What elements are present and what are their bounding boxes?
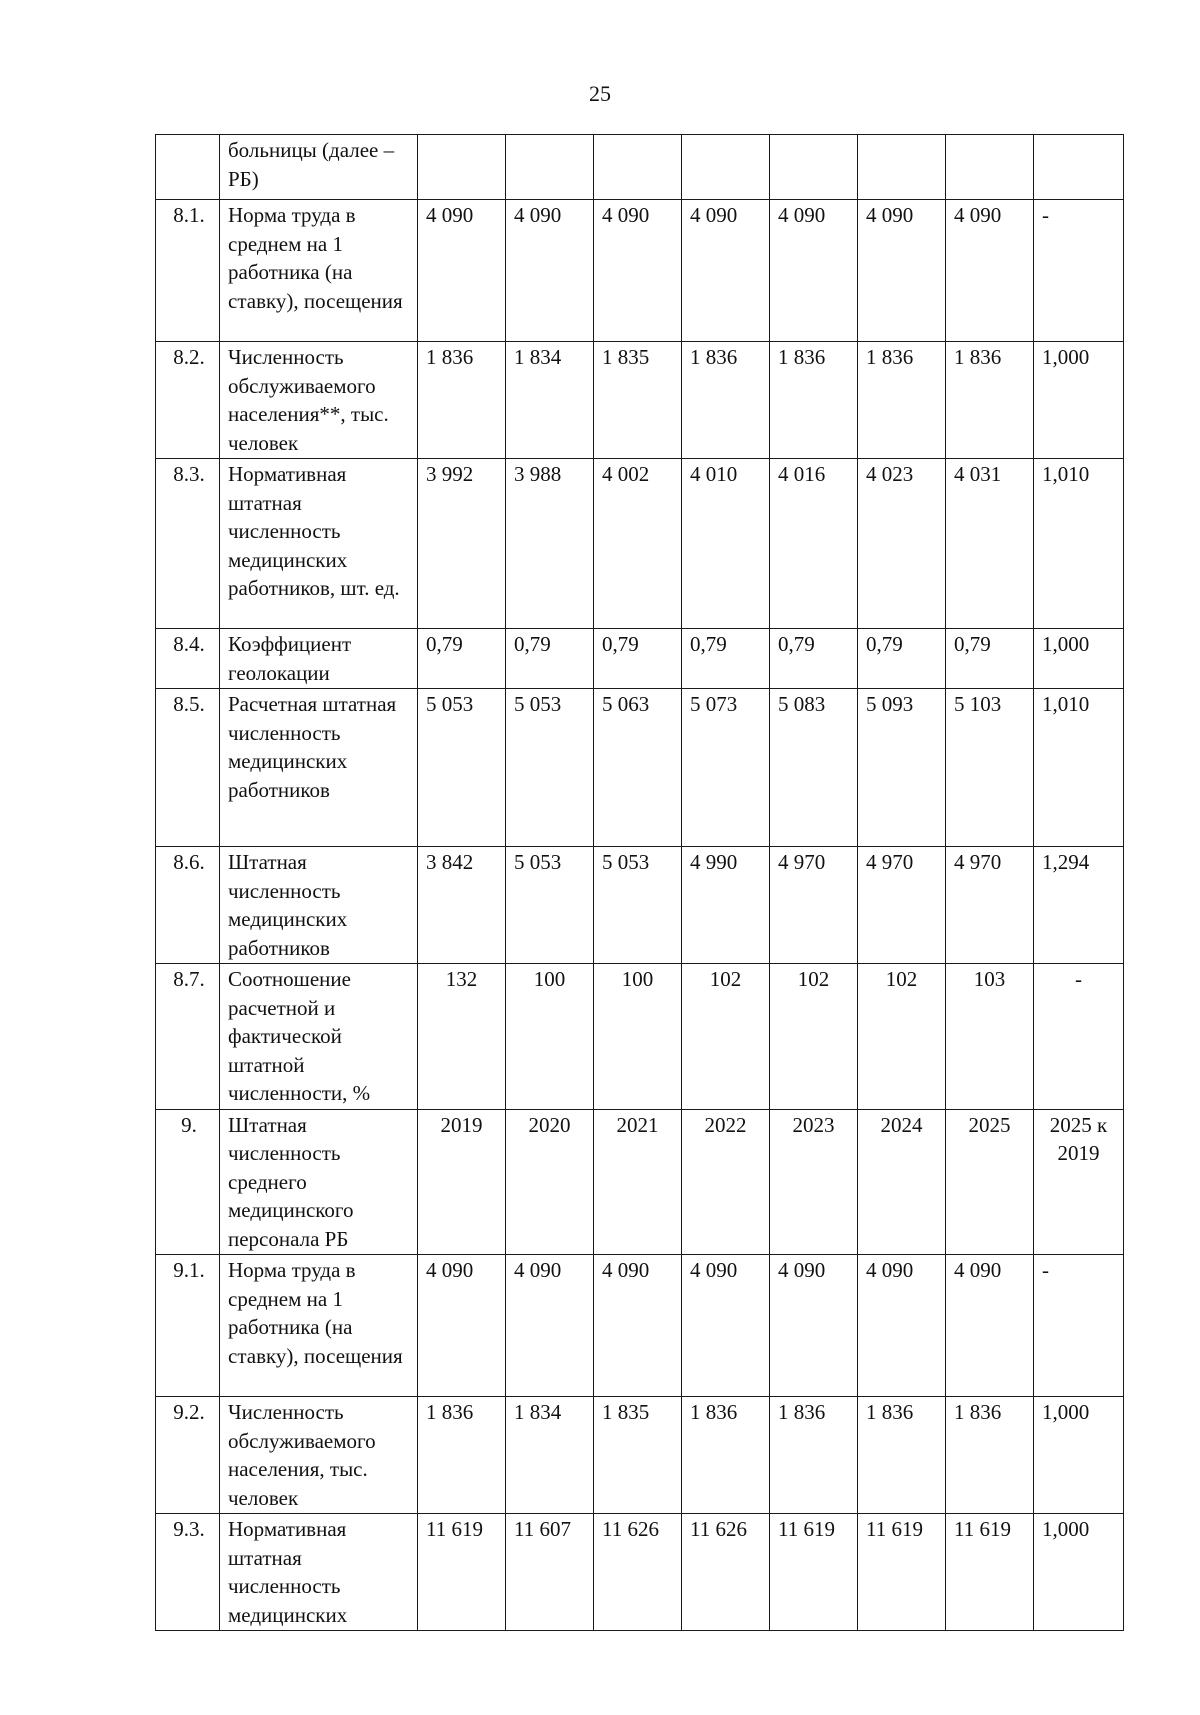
value-cell: 2024: [858, 1109, 946, 1255]
row-number: 9.2.: [156, 1397, 220, 1514]
value-cell: 5 093: [858, 689, 946, 847]
table-row: [156, 1255, 1124, 1397]
value-cell: 3 988: [506, 459, 594, 629]
value-cell: [858, 135, 946, 200]
value-cell: 4 090: [858, 200, 946, 342]
value-cell: 1 836: [770, 342, 858, 459]
value-cell: 5 053: [506, 689, 594, 847]
table-row: [156, 135, 1124, 200]
ratio-cell: 1,294: [1034, 847, 1124, 964]
value-cell: 0,79: [682, 629, 770, 689]
value-cell: 4 090: [946, 200, 1034, 342]
value-cell: 1 836: [418, 342, 506, 459]
row-number: 8.2.: [156, 342, 220, 459]
value-cell: 100: [594, 964, 682, 1110]
value-cell: 2025: [946, 1109, 1034, 1255]
value-cell: 4 090: [946, 1255, 1034, 1397]
value-cell: 4 090: [770, 1255, 858, 1397]
value-cell: 0,79: [946, 629, 1034, 689]
row-number: 8.4.: [156, 629, 220, 689]
value-cell: 4 090: [418, 1255, 506, 1397]
value-cell: [946, 135, 1034, 200]
table-row: [156, 1109, 1124, 1255]
indicator-name: Штатная численность медицинских работников: [220, 847, 418, 964]
value-cell: 1 834: [506, 342, 594, 459]
value-cell: 2020: [506, 1109, 594, 1255]
value-cell: 4 090: [418, 200, 506, 342]
table-row: [156, 342, 1124, 459]
indicator-name: Численность обслуживаемого населения**, тыс. человек: [220, 342, 418, 459]
indicator-name: Расчетная штатная численность медицинских работников: [220, 689, 418, 847]
value-cell: 2019: [418, 1109, 506, 1255]
value-cell: 0,79: [858, 629, 946, 689]
value-cell: 4 090: [594, 1255, 682, 1397]
value-cell: 4 010: [682, 459, 770, 629]
value-cell: 1 836: [858, 1397, 946, 1514]
value-cell: 5 053: [418, 689, 506, 847]
value-cell: 2022: [682, 1109, 770, 1255]
row-number: 9.3.: [156, 1514, 220, 1631]
value-cell: 5 053: [506, 847, 594, 964]
value-cell: 2021: [594, 1109, 682, 1255]
value-cell: 102: [770, 964, 858, 1110]
indicator-name: Норма труда в среднем на 1 работника (на ставку), посещения: [220, 200, 418, 342]
value-cell: 102: [682, 964, 770, 1110]
value-cell: 0,79: [506, 629, 594, 689]
value-cell: 4 090: [594, 200, 682, 342]
value-cell: [682, 135, 770, 200]
ratio-cell: -: [1034, 1255, 1124, 1397]
row-number: 8.5.: [156, 689, 220, 847]
value-cell: 4 031: [946, 459, 1034, 629]
table-row: [156, 1514, 1124, 1631]
value-cell: 1 835: [594, 1397, 682, 1514]
value-cell: 5 053: [594, 847, 682, 964]
value-cell: 4 970: [946, 847, 1034, 964]
indicator-name: Штатная численность среднего медицинского персонала РБ: [220, 1109, 418, 1255]
value-cell: 1 836: [770, 1397, 858, 1514]
value-cell: 4 090: [682, 1255, 770, 1397]
value-cell: 11 626: [594, 1514, 682, 1631]
value-cell: 5 073: [682, 689, 770, 847]
value-cell: 11 607: [506, 1514, 594, 1631]
indicator-name: Нормативная штатная численность медицинских работников, шт. ед.: [220, 459, 418, 629]
value-cell: 1 836: [946, 1397, 1034, 1514]
value-cell: 4 090: [682, 200, 770, 342]
table-body: [156, 135, 1124, 1631]
value-cell: 1 836: [946, 342, 1034, 459]
value-cell: 5 083: [770, 689, 858, 847]
value-cell: 4 090: [506, 200, 594, 342]
ratio-cell: [1034, 135, 1124, 200]
indicator-name: Нормативная штатная численность медицинских: [220, 1514, 418, 1631]
ratio-cell: 1,000: [1034, 1397, 1124, 1514]
row-number: [156, 135, 220, 200]
value-cell: 5 103: [946, 689, 1034, 847]
value-cell: [418, 135, 506, 200]
value-cell: 2023: [770, 1109, 858, 1255]
ratio-cell: 1,000: [1034, 342, 1124, 459]
ratio-cell: -: [1034, 200, 1124, 342]
table-row: [156, 847, 1124, 964]
value-cell: 132: [418, 964, 506, 1110]
indicator-name: Соотношение расчетной и фактической штатной численности, %: [220, 964, 418, 1110]
value-cell: 1 834: [506, 1397, 594, 1514]
value-cell: 4 970: [770, 847, 858, 964]
staffing-table: [155, 134, 1124, 1631]
value-cell: 3 842: [418, 847, 506, 964]
value-cell: [506, 135, 594, 200]
row-number: 8.6.: [156, 847, 220, 964]
value-cell: 1 836: [682, 342, 770, 459]
value-cell: 4 023: [858, 459, 946, 629]
value-cell: 0,79: [418, 629, 506, 689]
value-cell: 1 836: [858, 342, 946, 459]
value-cell: 102: [858, 964, 946, 1110]
value-cell: 11 626: [682, 1514, 770, 1631]
row-number: 8.7.: [156, 964, 220, 1110]
value-cell: 1 836: [418, 1397, 506, 1514]
indicator-name: больницы (далее – РБ): [220, 135, 418, 200]
value-cell: 4 990: [682, 847, 770, 964]
value-cell: [594, 135, 682, 200]
table-row: [156, 1397, 1124, 1514]
table-row: [156, 200, 1124, 342]
value-cell: 11 619: [770, 1514, 858, 1631]
value-cell: [770, 135, 858, 200]
value-cell: 103: [946, 964, 1034, 1110]
row-number: 8.3.: [156, 459, 220, 629]
value-cell: 4 970: [858, 847, 946, 964]
indicator-name: Численность обслуживаемого населения, тыс. человек: [220, 1397, 418, 1514]
table-row: [156, 689, 1124, 847]
value-cell: 11 619: [946, 1514, 1034, 1631]
row-number: 8.1.: [156, 200, 220, 342]
indicator-name: Норма труда в среднем на 1 работника (на ставку), посещения: [220, 1255, 418, 1397]
value-cell: 4 016: [770, 459, 858, 629]
ratio-cell: 1,000: [1034, 629, 1124, 689]
value-cell: 11 619: [858, 1514, 946, 1631]
ratio-cell: 2025 к 2019: [1034, 1109, 1124, 1255]
value-cell: 0,79: [594, 629, 682, 689]
value-cell: 4 090: [506, 1255, 594, 1397]
table-row: [156, 964, 1124, 1110]
table-row: [156, 629, 1124, 689]
value-cell: 1 836: [682, 1397, 770, 1514]
row-number: 9.: [156, 1109, 220, 1255]
row-number: 9.1.: [156, 1255, 220, 1397]
ratio-cell: 1,010: [1034, 689, 1124, 847]
indicator-name: Коэффициент геолокации: [220, 629, 418, 689]
ratio-cell: 1,010: [1034, 459, 1124, 629]
value-cell: 3 992: [418, 459, 506, 629]
value-cell: 11 619: [418, 1514, 506, 1631]
value-cell: 100: [506, 964, 594, 1110]
table-row: [156, 459, 1124, 629]
ratio-cell: 1,000: [1034, 1514, 1124, 1631]
value-cell: 4 090: [858, 1255, 946, 1397]
ratio-cell: -: [1034, 964, 1124, 1110]
value-cell: 4 090: [770, 200, 858, 342]
value-cell: 5 063: [594, 689, 682, 847]
value-cell: 1 835: [594, 342, 682, 459]
value-cell: 0,79: [770, 629, 858, 689]
page-number: 25: [589, 81, 611, 106]
value-cell: 4 002: [594, 459, 682, 629]
